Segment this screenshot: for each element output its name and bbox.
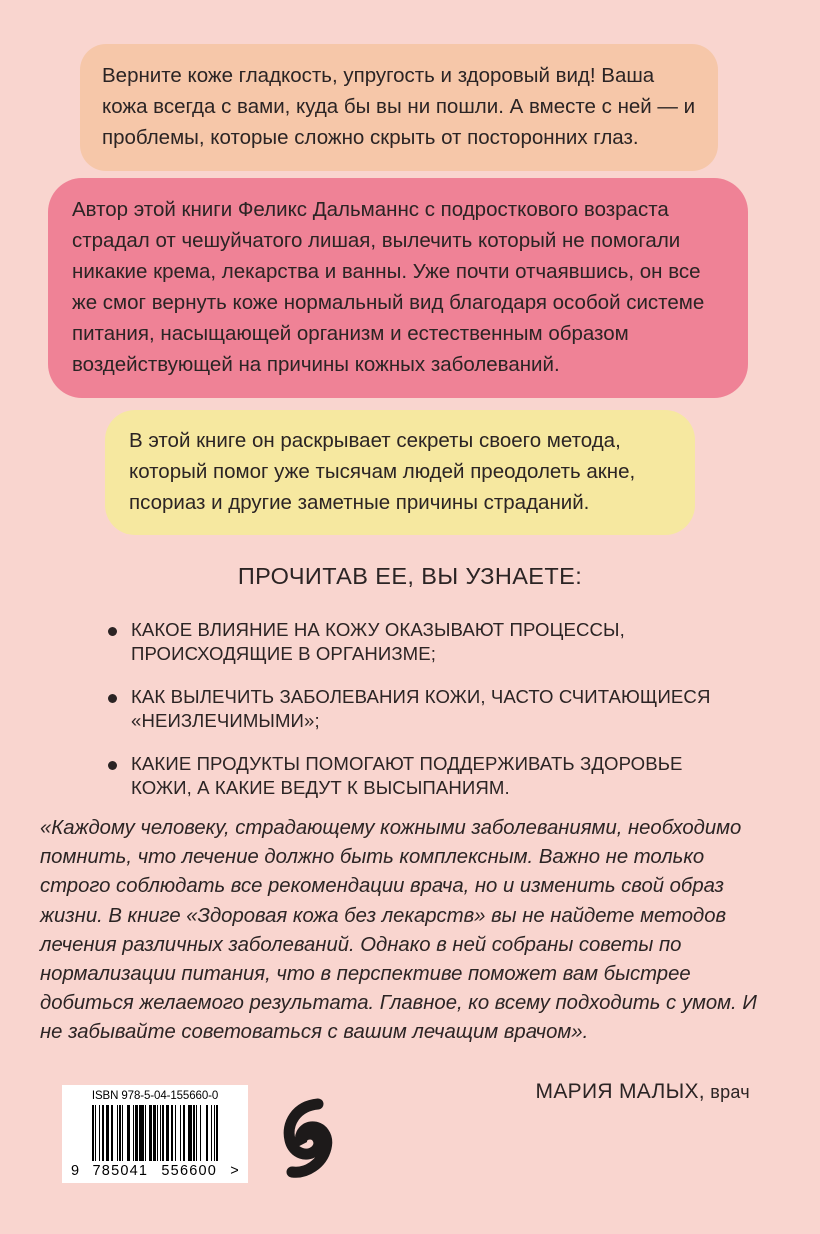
barcode-digits	[70, 1161, 240, 1180]
attribution-role: врач	[704, 1082, 750, 1102]
list-item	[108, 752, 748, 800]
list-item	[108, 618, 748, 666]
bullet-dot-icon	[108, 627, 117, 636]
callout-yellow-text: В этой книге он раскрывает секреты своего метода, который помог уже тысячам людей преодолеть акне, псориаз и другие заметные причины страданий.	[129, 429, 636, 514]
testimonial-quote-text: «Каждому человеку, страдающему кожными заболеваниями, необходимо помнить, что лечение должно быть комплексным. Важно не только строго соблюдать все рекомендации врача, но и изменить свой образ жизни. В книге «Здоровая кожа без лекарств» вы не найдете методов лечения различных заболеваний. Однако в ней собраны советы по нормализации питания, что в перспективе поможет вам быстрее добиться желаемого результата. Главное, ко всему подходить с умом. И не забывайте советоваться с вашим лечащим врачом».	[40, 817, 757, 1044]
isbn-text: ISBN 978-5-04-155660-0	[91, 1090, 219, 1102]
list-item-label: КАКОЕ ВЛИЯНИЕ НА КОЖУ ОКАЗЫВАЮТ ПРОЦЕССЫ, ПРОИСХОДЯЩИЕ В ОРГАНИЗМЕ;	[131, 619, 625, 664]
barcode-bars	[70, 1105, 240, 1161]
callout-pink	[48, 178, 748, 398]
testimonial-attribution	[536, 1080, 750, 1104]
barcode-digit-group-1: 785041	[92, 1163, 149, 1179]
bullet-dot-icon	[108, 694, 117, 703]
attribution-name: МАРИЯ МАЛЫХ,	[535, 1080, 705, 1103]
barcode-digit-group-2: 556600	[161, 1163, 218, 1179]
list-item-label: КАК ВЫЛЕЧИТЬ ЗАБОЛЕВАНИЯ КОЖИ, ЧАСТО СЧИТАЮЩИЕСЯ «НЕИЗЛЕЧИМЫМИ»;	[131, 686, 711, 731]
list-item	[108, 685, 748, 733]
eksmo-logo-icon	[278, 1098, 340, 1180]
list-item-label: КАКИЕ ПРОДУКТЫ ПОМОГАЮТ ПОДДЕРЖИВАТЬ ЗДОРОВЬЕ КОЖИ, А КАКИЕ ВЕДУТ К ВЫСЫПАНИЯМ.	[131, 753, 683, 798]
barcode-digit-left: 9	[71, 1163, 80, 1179]
callout-peach	[80, 44, 718, 171]
benefits-list	[108, 618, 748, 819]
barcode	[62, 1085, 248, 1183]
section-heading: ПРОЧИТАВ ЕЕ, ВЫ УЗНАЕТЕ:	[237, 563, 583, 589]
callout-pink-text: Автор этой книги Феликс Дальманнс с подросткового возраста страдал от чешуйчатого лишая, вылечить который не помогали никакие крема, лекарства и ванны. Уже почти отчаявшись, он все же смог вернуть коже нормальный вид благодаря особой системе питания, насыщающей организм и естественным образом воздействующей на причины кожных заболеваний.	[72, 198, 705, 376]
callout-yellow	[105, 410, 695, 535]
bullet-dot-icon	[108, 761, 117, 770]
callout-peach-text: Верните коже гладкость, упругость и здоровый вид! Ваша кожа всегда с вами, куда бы вы ни пошли. А вместе с ней — и проблемы, которые сложно скрыть от посторонних глаз.	[102, 64, 696, 149]
barcode-digit-right: >	[230, 1163, 239, 1179]
testimonial-quote	[40, 814, 780, 1048]
